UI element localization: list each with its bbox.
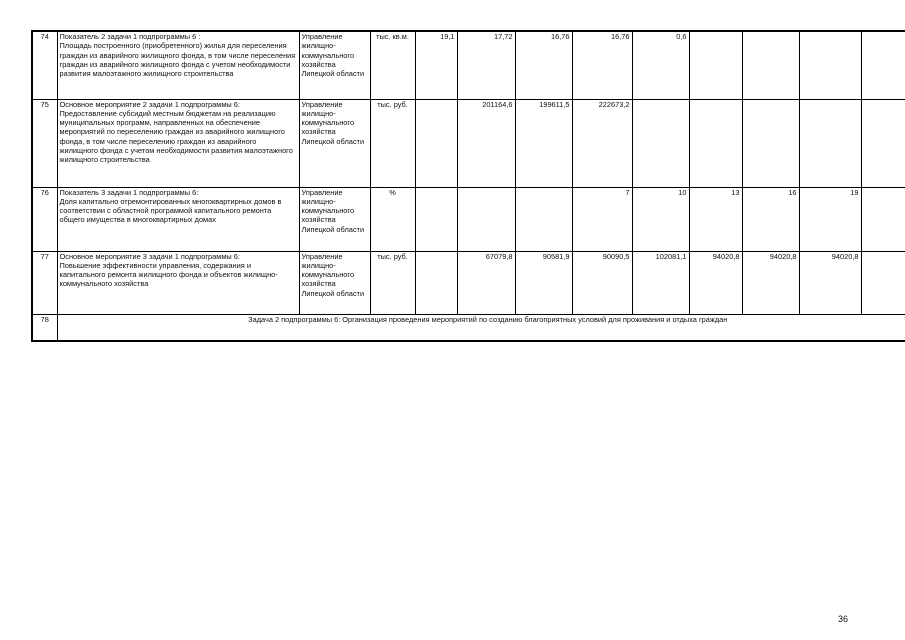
- value-cell: 201164,6: [457, 99, 515, 187]
- task-title-cell: Задача 2 подпрограммы 6: Организация проведения мероприятий по созданию благоприятных условий для проживания и отдыха граждан: [57, 314, 905, 341]
- task-row: [32, 314, 905, 341]
- value-cell: [515, 187, 572, 251]
- value-cell: 67079,8: [457, 251, 515, 314]
- row-number-cell: 78: [32, 314, 57, 341]
- value-cell: 10: [632, 187, 689, 251]
- unit-cell: тыс. руб.: [370, 99, 415, 187]
- value-cell: [457, 187, 515, 251]
- value-cell: [415, 251, 457, 314]
- unit-cell: тыс. кв.м.: [370, 31, 415, 99]
- executor-cell: Управление жилищно-коммунального хозяйства Липецкой области: [299, 31, 370, 99]
- indicator-name-cell: Показатель 3 задачи 1 подпрограммы 6: Доля капитально отремонтированных многоквартирных домов в соответствии с областной программой капитального ремонта общего имущества в многоквартирных домах: [57, 187, 299, 251]
- value-cell: [689, 99, 742, 187]
- value-cell: [415, 99, 457, 187]
- value-cell: 16: [742, 187, 799, 251]
- value-cell: [861, 99, 905, 187]
- value-cell: 102081,1: [632, 251, 689, 314]
- value-cell: 17,72: [457, 31, 515, 99]
- indicator-name-cell: Показатель 2 задачи 1 подпрограммы 6 : Площадь построенного (приобретенного) жилья для переселения граждан из аварийного жилищного фонда, в том числе переселения граждан из аварийного жилищного фонда с учетом необходимости развития малоэтажного жилищного строительства: [57, 31, 299, 99]
- executor-cell: Управление жилищно-коммунального хозяйства Липецкой области: [299, 187, 370, 251]
- value-cell: 13: [689, 187, 742, 251]
- table-row: [32, 31, 905, 99]
- value-cell: [632, 99, 689, 187]
- value-cell: 90581,9: [515, 251, 572, 314]
- row-number-cell: 77: [32, 251, 57, 314]
- table-row: [32, 251, 905, 314]
- row-number-cell: 76: [32, 187, 57, 251]
- table-body: [32, 31, 905, 341]
- value-cell: [415, 187, 457, 251]
- page-number: 36: [838, 614, 849, 624]
- table-row: [32, 187, 905, 251]
- row-number-cell: 75: [32, 99, 57, 187]
- value-cell: [861, 251, 905, 314]
- unit-cell: тыс. руб.: [370, 251, 415, 314]
- value-cell: 19,1: [415, 31, 457, 99]
- indicator-name-cell: Основное мероприятие 3 задачи 1 подпрограммы 6: Повышение эффективности управления, содержания и капитального ремонта жилищного фонда и объектов жилищно-коммунального хозяйства: [57, 251, 299, 314]
- value-cell: [861, 31, 905, 99]
- value-cell: [742, 31, 799, 99]
- value-cell: [742, 99, 799, 187]
- executor-cell: Управление жилищно-коммунального хозяйства Липецкой области: [299, 251, 370, 314]
- value-cell: [689, 31, 742, 99]
- value-cell: 94020,8: [799, 251, 861, 314]
- executor-cell: Управление жилищно-коммунального хозяйства Липецкой области: [299, 99, 370, 187]
- value-cell: [799, 99, 861, 187]
- value-cell: 94020,8: [742, 251, 799, 314]
- indicator-name-cell: Основное мероприятие 2 задачи 1 подпрограммы 6: Предоставление субсидий местным бюджетам на реализацию муниципальных программ, направленных на обеспечение мероприятий по переселению граждан из аварийного жилищного фонда, в том числе переселению граждан из аварийного жилищного фонда с учетом необходимости развития малоэтажного жилищного строительства: [57, 99, 299, 187]
- value-cell: [861, 187, 905, 251]
- value-cell: 90090,5: [572, 251, 632, 314]
- value-cell: 16,76: [515, 31, 572, 99]
- value-cell: 222673,2: [572, 99, 632, 187]
- value-cell: 19: [799, 187, 861, 251]
- value-cell: 16,76: [572, 31, 632, 99]
- value-cell: 199611,5: [515, 99, 572, 187]
- unit-cell: %: [370, 187, 415, 251]
- value-cell: 94020,8: [689, 251, 742, 314]
- value-cell: 7: [572, 187, 632, 251]
- value-cell: [799, 31, 861, 99]
- value-cell: 0,6: [632, 31, 689, 99]
- program-indicators-table: [31, 30, 905, 342]
- table-row: [32, 99, 905, 187]
- row-number-cell: 74: [32, 31, 57, 99]
